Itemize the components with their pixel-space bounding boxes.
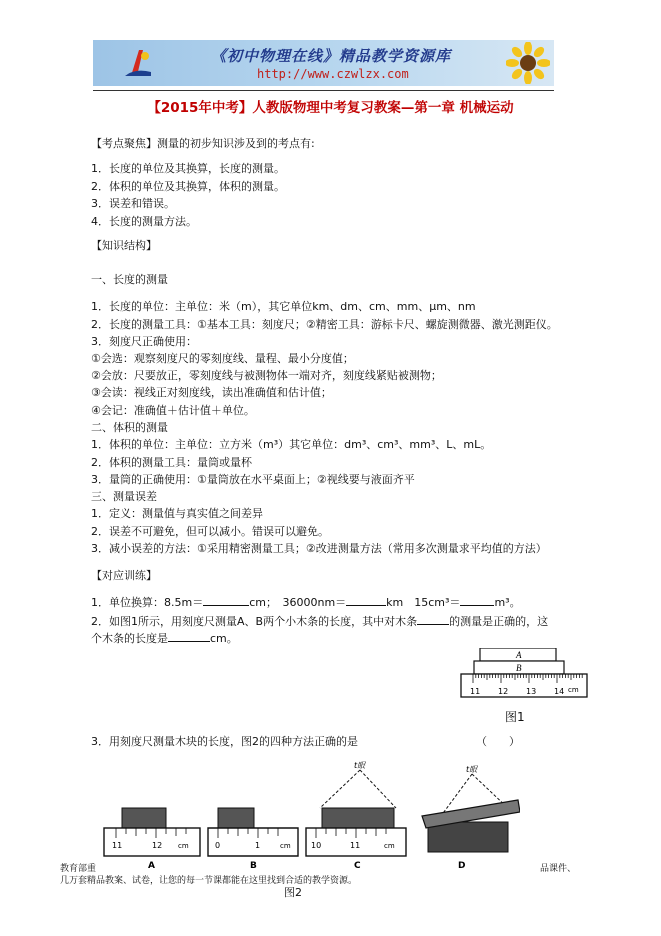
unit-label: cm <box>568 686 579 694</box>
subsection-heading: 三、测量误差 <box>91 490 157 503</box>
list-item: 1．体积的单位：主单位：立方米（m³）其它单位：dm³、cm³、mm³、L、mL。 <box>91 438 492 451</box>
list-item: 2．误差不可避免，但可以减小。错误可以避免。 <box>91 525 329 538</box>
list-item: 1．长度的单位及其换算，长度的测量。 <box>91 162 285 175</box>
question-2-cont <box>91 631 238 646</box>
wood-block <box>218 808 254 828</box>
tick-label: 11 <box>350 841 361 850</box>
list-item: 1．定义：测量值与真实值之间差异 <box>91 507 263 520</box>
wood-block <box>122 808 166 828</box>
panel-label: B <box>250 861 257 871</box>
list-item: ④会记：准确值＋估计值＋单位。 <box>91 404 255 417</box>
header-rule <box>93 90 554 91</box>
figure-1-caption: 图1 <box>505 710 525 724</box>
site-logo <box>121 46 155 80</box>
list-item: 4．长度的测量方法。 <box>91 215 197 228</box>
list-item: 3．减小误差的方法：①采用精密测量工具；②改进测量方法（常用多次测量求平均值的方法） <box>91 542 547 555</box>
subsection-heading: 二、体积的测量 <box>91 421 168 434</box>
list-item: 2．体积的单位及其换算，体积的测量。 <box>91 180 285 193</box>
figure-2-caption: 图2 <box>284 886 302 899</box>
panel-b <box>208 808 298 871</box>
panel-c <box>306 761 406 871</box>
answer-blank[interactable] <box>168 631 210 642</box>
list-item: 1．长度的单位：主单位：米（m），其它单位km、dm、cm、mm、μm、nm <box>91 300 476 313</box>
tick-label: 12 <box>498 687 509 696</box>
list-item: 2．体积的测量工具：量筒或量杯 <box>91 456 252 469</box>
banner-url: http://www.czwlzx.com <box>257 67 409 81</box>
list-item: 3．误差和错误。 <box>91 197 175 210</box>
answer-parentheses[interactable]: （ ） <box>476 735 520 748</box>
tick-label: 11 <box>112 841 123 850</box>
footer-line: 几万套精品教案、试卷，让您的每一节课都能在这里找到合适的教学资源。 <box>60 876 358 886</box>
question-text: cm。 <box>210 632 238 645</box>
list-item: ②会放：尺要放正，零刻度线与被测物体一端对齐，刻度线紧贴被测物； <box>91 369 442 382</box>
question-text: 2．如图1所示，用刻度尺测量A、B两个小木条的长度，其中对木条 <box>91 615 418 628</box>
section-heading-focus: 【考点聚焦】测量的初步知识涉及到的考点有: <box>91 137 315 150</box>
question-2 <box>91 614 548 629</box>
tick-label: 1 <box>255 841 261 850</box>
panel-label: C <box>354 861 361 871</box>
tick-label: 0 <box>215 841 221 850</box>
label-b: B <box>516 663 522 673</box>
tick-label: 13 <box>526 687 537 696</box>
tick-label: 12 <box>152 841 163 850</box>
sunflower-icon <box>506 42 550 84</box>
footer-right: 品课件、 <box>540 864 577 874</box>
question-1 <box>91 595 521 610</box>
unit-label: cm <box>178 842 189 850</box>
panel-d <box>422 765 520 871</box>
tick-label: 14 <box>554 687 565 696</box>
answer-blank[interactable] <box>460 595 494 606</box>
tick-label: 11 <box>470 687 481 696</box>
subsection-heading: 一、长度的测量 <box>91 273 168 286</box>
list-item: ③会读：视线正对刻度线，读出准确值和估计值； <box>91 386 332 399</box>
list-item: 3．刻度尺正确使用： <box>91 335 197 348</box>
answer-blank[interactable] <box>346 595 386 606</box>
sight-line <box>320 770 360 808</box>
sight-line <box>360 770 396 808</box>
panel-label: D <box>458 861 466 871</box>
list-item: 3．量筒的正确使用：①量筒放在水平桌面上；②视线要与液面齐平 <box>91 473 415 486</box>
wood-block <box>322 808 394 828</box>
figure-1-ruler <box>460 648 590 700</box>
question-text: 的测量是正确的，这 <box>449 615 549 628</box>
panel-a <box>104 808 200 871</box>
question-text: cm； 36000nm＝ <box>249 596 347 609</box>
question-text: 1．单位换算：8.5m＝ <box>91 596 204 609</box>
answer-blank[interactable] <box>417 614 449 625</box>
list-item: 2．长度的测量工具：①基本工具：刻度尺；②精密工具：游标卡尺、螺旋测微器、激光测距仪。 <box>91 318 558 331</box>
eye-label: t眼 <box>354 761 366 770</box>
list-item: ①会选：观察刻度尺的零刻度线、量程、最小分度值； <box>91 352 354 365</box>
tick-label: 10 <box>311 841 322 850</box>
question-text: 个木条的长度是 <box>91 632 168 645</box>
answer-blank[interactable] <box>203 595 249 606</box>
header-banner <box>93 40 554 86</box>
wood-block <box>428 822 508 852</box>
section-heading-practice: 【对应训练】 <box>91 569 157 582</box>
eye-label: t眼 <box>466 765 478 774</box>
figure-2-measurements <box>100 760 520 878</box>
unit-label: cm <box>280 842 291 850</box>
banner-title: 《初中物理在线》精品教学资源库 <box>211 47 452 65</box>
label-a: A <box>516 650 522 660</box>
footer-left: 教育部重 <box>60 864 97 874</box>
question-text: m³。 <box>494 596 521 609</box>
question-text: km 15cm³＝ <box>386 596 461 609</box>
question-3: 3．用刻度尺测量木块的长度，图2的四种方法正确的是 <box>91 735 358 748</box>
panel-label: A <box>148 861 155 871</box>
section-heading-structure: 【知识结构】 <box>91 239 157 252</box>
document-title: 【2015年中考】人教版物理中考复习教案—第一章 机械运动 <box>147 100 514 116</box>
unit-label: cm <box>384 842 395 850</box>
